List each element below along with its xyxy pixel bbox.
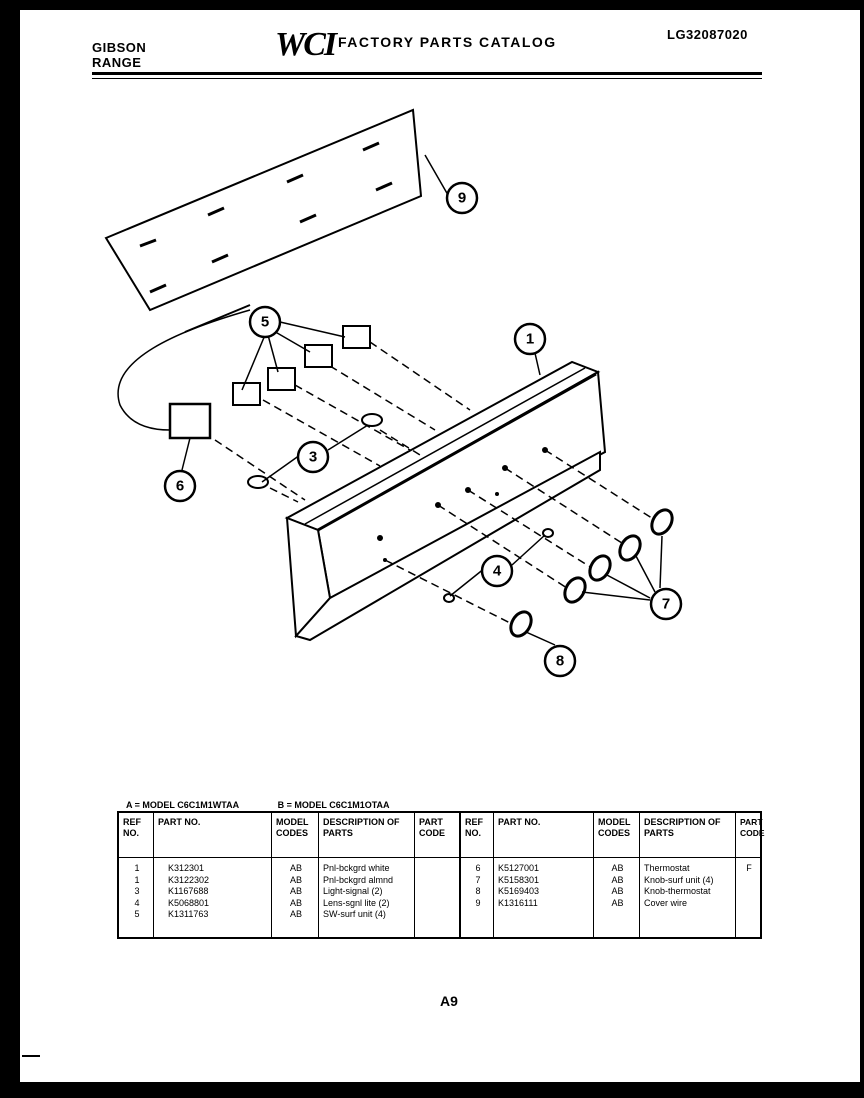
svg-text:7: 7 [661, 595, 671, 613]
callout-6 [165, 471, 195, 501]
svg-text:8: 8 [555, 652, 565, 670]
table-header-divider [119, 857, 760, 858]
callout-5 [250, 307, 280, 337]
table-cell: K1316111 [498, 897, 538, 908]
header-description: DESCRIPTION OF PARTS [323, 817, 400, 838]
table-cell: Knob-thermostat [644, 886, 711, 896]
model-legend [126, 800, 426, 810]
table-cell: AB [611, 886, 624, 896]
callout-4 [482, 556, 512, 586]
table-cell: AB [289, 874, 302, 885]
model-a: A = MODEL C6C1M1WTAA [126, 800, 240, 810]
table-cell: AB [611, 874, 624, 885]
svg-text:4: 4 [492, 562, 502, 580]
model-b: B = MODEL C6C1M1OTAA [277, 800, 390, 810]
table-cell: Cover wire [644, 897, 688, 908]
table-cell: AB [289, 886, 302, 896]
svg-text:3: 3 [308, 448, 318, 466]
page-label: A9 [440, 993, 458, 1009]
header-part-no-right: PART NO. [498, 817, 541, 827]
table-cell: AB [289, 909, 302, 919]
table-cell: AB [289, 897, 302, 908]
knobs [507, 506, 677, 640]
svg-text:1: 1 [525, 330, 535, 348]
table-cell: K312301 [168, 863, 205, 873]
table-cell: 3 [134, 886, 140, 896]
parts-table-right [461, 813, 765, 937]
table-cell: K5068801 [168, 897, 210, 908]
table-cell: F [746, 863, 752, 873]
table-cell: 1 [134, 874, 140, 885]
table-cell: AB [611, 897, 624, 908]
table-cell: K5127001 [498, 863, 540, 873]
table-cell: Lens-sgnl lite (2) [323, 897, 390, 908]
cover-wire-panel [106, 110, 421, 332]
svg-text:5: 5 [260, 313, 270, 331]
table-cell: Pnl-bckgrd white [323, 863, 390, 873]
table-cell: K1167688 [168, 886, 209, 896]
table-cell: SW-surf unit (4) [323, 909, 386, 919]
table-cell: 8 [475, 886, 481, 896]
surface-unit-switches [233, 326, 370, 405]
catalog-title: FACTORY PARTS CATALOG [338, 34, 557, 50]
callout-7 [651, 589, 681, 619]
table-cell: AB [289, 863, 302, 873]
table-cell: Knob-surf unit (4) [644, 874, 714, 885]
header-description-right: DESCRIPTION OF PARTS [644, 817, 721, 838]
table-cell: 5 [134, 909, 140, 919]
header-ref-no: REF NO. [123, 817, 141, 838]
brand-line-2: RANGE [92, 55, 142, 70]
table-cell: 6 [475, 863, 481, 873]
callout-3 [298, 442, 328, 472]
svg-text:6: 6 [175, 477, 185, 495]
table-cell: 4 [134, 897, 140, 908]
parts-table-left [119, 813, 461, 937]
svg-text:9: 9 [457, 189, 467, 207]
table-cell: K5169403 [498, 886, 540, 896]
table-cell: Thermostat [644, 863, 690, 873]
table-cell: K5158301 [498, 874, 540, 885]
table-cell: Pnl-bckgrd almnd [323, 874, 394, 885]
parts-table [117, 811, 765, 939]
header-part-no: PART NO. [158, 817, 201, 827]
callout-1 [515, 324, 545, 354]
table-cell: Light-signal (2) [323, 886, 383, 896]
table-cell: K3122302 [168, 874, 210, 885]
header-part-code: PART CODE [419, 817, 446, 838]
header-part-code-right: PART CODE [740, 817, 765, 838]
table-cell: AB [611, 863, 624, 873]
wci-logo: WCI [275, 26, 336, 63]
header-ref-no-right: REF NO. [465, 817, 483, 838]
callout-9 [447, 183, 477, 213]
header-model-codes: MODEL CODES [276, 817, 309, 838]
table-cell: K1311763 [168, 909, 209, 919]
callout-8 [545, 646, 575, 676]
header-model-codes-right: MODEL CODES [598, 817, 631, 838]
table-cell: 1 [134, 863, 140, 873]
brand-line-1: GIBSON [92, 40, 147, 55]
thermostat [170, 404, 210, 438]
corner-mark [22, 1055, 40, 1057]
table-cell: 7 [475, 874, 481, 885]
table-cell: 9 [475, 897, 481, 908]
catalog-number: LG32087020 [667, 27, 748, 42]
